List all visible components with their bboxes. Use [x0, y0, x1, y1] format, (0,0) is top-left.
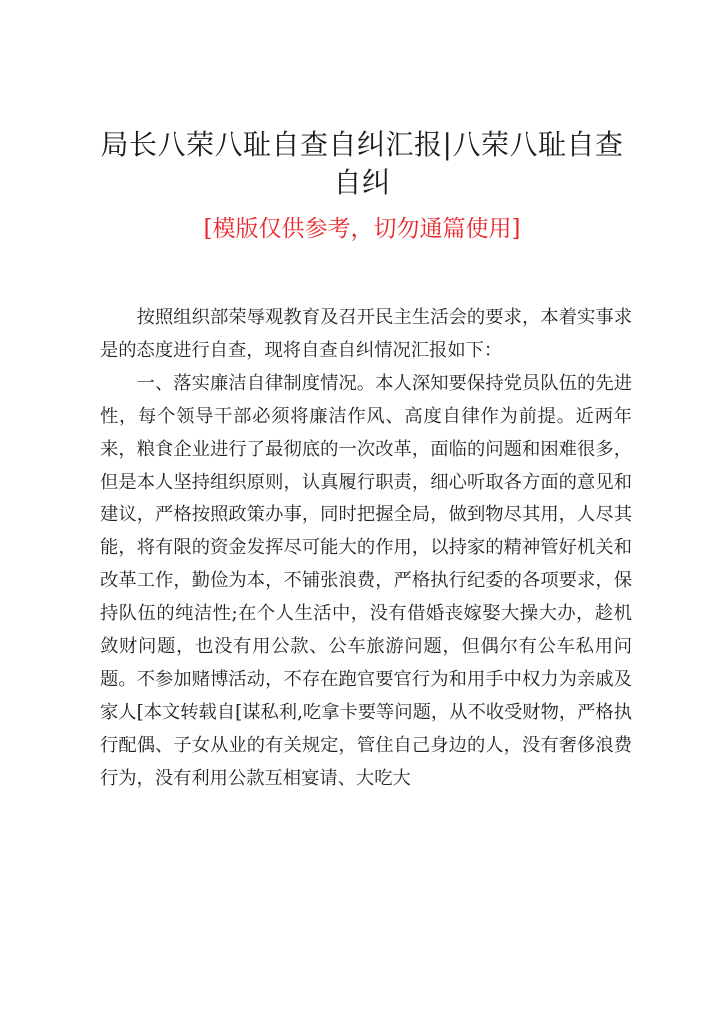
paragraph-section-1: 一、落实廉洁自律制度情况。本人深知要保持党员队伍的先进性，每个领导干部必须将廉洁作风、高度自律作为前提。近两年来，粮食企业进行了最彻底的一次改革，面临的问题和困难很多，但是本人坚持组织原则，认真履行职责，细心听取各方面的意见和建议，严格按照政策办事，同时把握全局，做到物尽其用，人尽其能，将有限的资金发挥尽可能大的作用，以持家的精神管好机关和改革工作，勤俭为本，不铺张浪费，严格执行纪委的各项要求，保持队伍的纯洁性;在个人生活中，没有借婚丧嫁娶大操大办，趁机敛财问题，也没有用公款、公车旅游问题，但偶尔有公车私用问题。不参加赌博活动，不存在跑官要官行为和用手中权力为亲戚及家人[本文转载自[谋私利,吃拿卡要等问题，从不收受财物，严格执行配偶、子女从业的有关规定，管住自己身边的人，没有奢侈浪费行为，没有利用公款互相宴请、大吃大: [100, 372, 632, 789]
template-notice: [模版仅供参考，切勿通篇使用]: [203, 216, 521, 242]
paragraph-intro: 按照组织部荣辱观教育及召开民主生活会的要求，本着实事求是的态度进行自查，现将自查自纠情况汇报如下：: [100, 307, 632, 361]
document-title: 局长八荣八耻自查自纠汇报|八荣八耻自查自纠: [100, 128, 624, 199]
document-body: [100, 302, 632, 796]
